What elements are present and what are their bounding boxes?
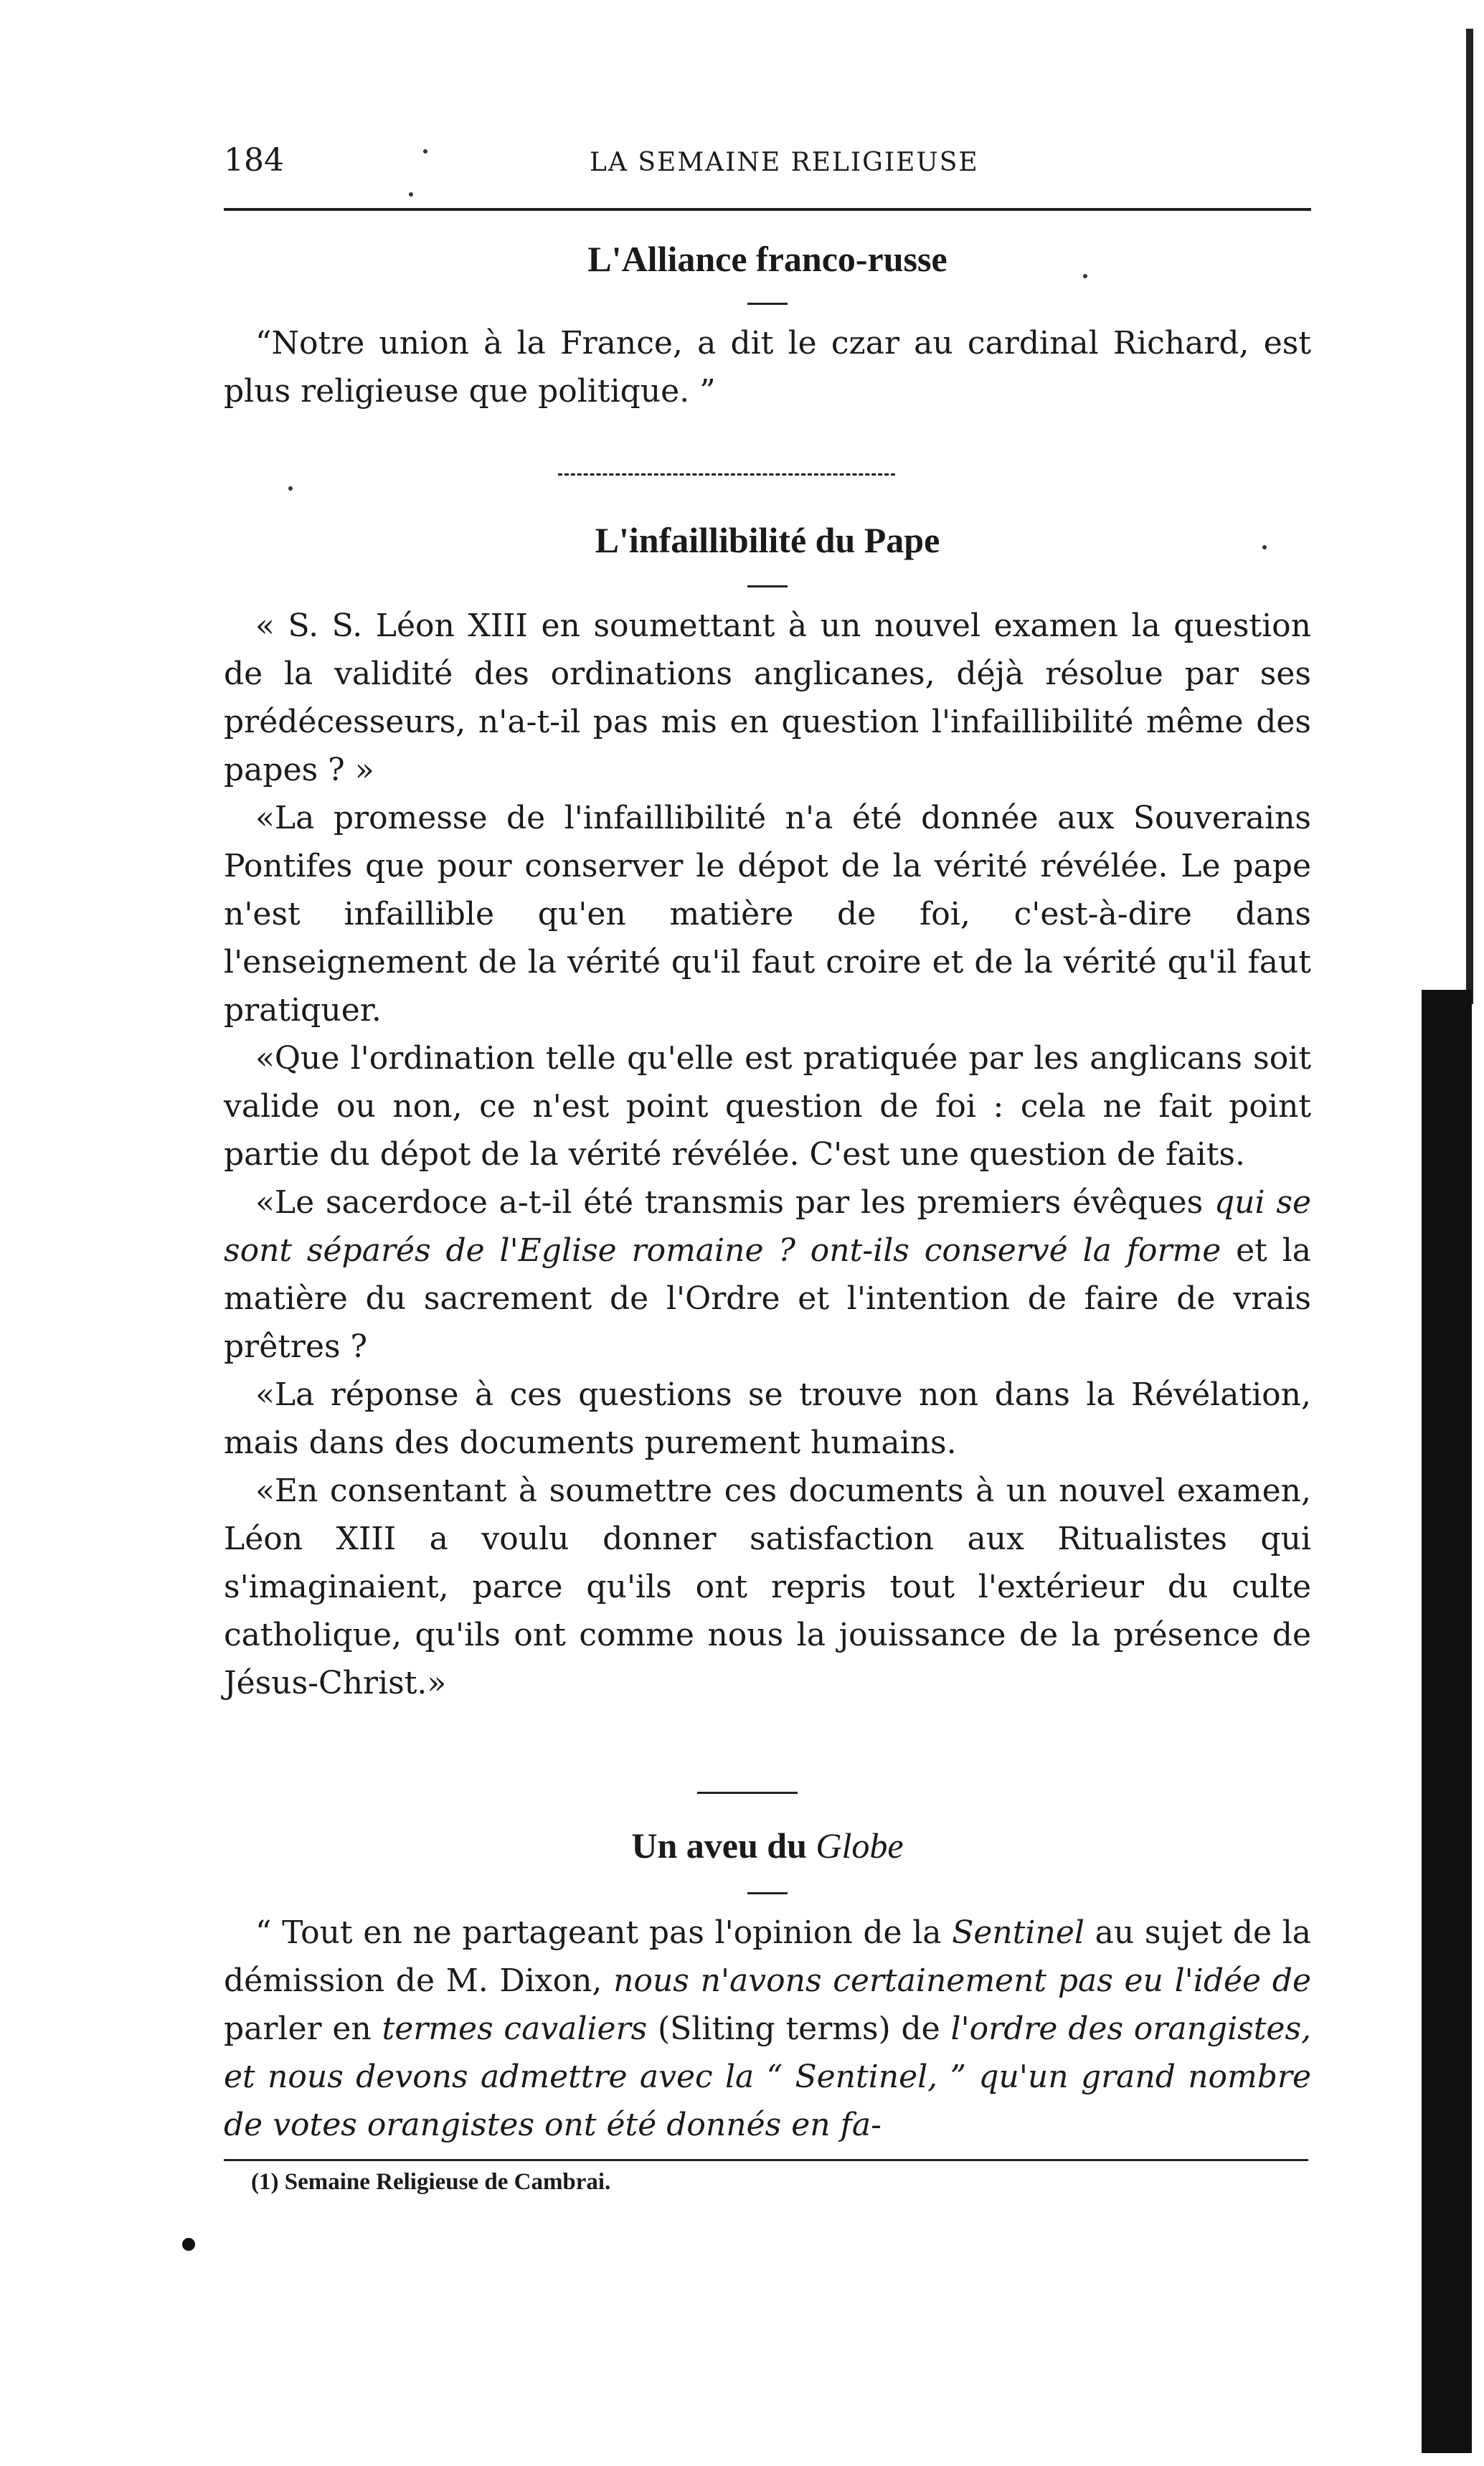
paragraph: [224, 1909, 1311, 2149]
paragraph: «La réponse à ces questions se trouve non dans la Révélation, mais dans des documents purement humains.: [224, 1376, 1311, 1461]
bullet-dot: [182, 2238, 195, 2251]
short-rule: [747, 303, 788, 305]
scan-speck: [1083, 274, 1087, 278]
paragraph: [224, 1178, 1311, 1371]
section-title: L'Alliance franco-russe: [587, 239, 947, 279]
paragraph-text: parler en: [224, 2011, 382, 2047]
scan-speck: [423, 149, 427, 153]
scan-speck: [409, 192, 413, 197]
section-infaillibilite: [224, 522, 1311, 1707]
italic-text: termes cavaliers: [382, 2011, 648, 2047]
paragraph: “Notre union à la France, a dit le czar au cardinal Richard, est plus religieuse que politique. ”: [224, 325, 1311, 410]
paragraph-text: et la matière du sacrement de l'Ordre et l'intention de faire de vrais prêtres ?: [224, 1232, 1311, 1365]
short-rule: [747, 585, 788, 587]
footnote-rule: [224, 2159, 1308, 2161]
paragraph-text: (Sliting terms) de: [647, 2011, 951, 2047]
title-text: Un aveu du: [631, 1825, 816, 1866]
paragraph: «Que l'ordination telle qu'elle est pratiquée par les anglicans soit valide ou non, ce n'est point question de foi : cela ne fait point partie du dépot de la vérité révélée. C'est une question de faits.: [224, 1040, 1311, 1173]
paragraph: «La promesse de l'infaillibilité n'a été donnée aux Souverains Pontifes que pour conserver le dépot de la vérité révélée. Le pape n'est infaillible qu'en matière de foi, c'est-à-dire dans l'enseignement de la vérité qu'il faut croire et de la vérité qu'il faut pratiquer.: [224, 800, 1311, 1029]
header-rule: [224, 208, 1311, 211]
footnote: (1) Semaine Religieuse de Cambrai.: [251, 2169, 611, 2195]
italic-text: nous n'avons certainement pas eu l'idée de: [613, 1962, 1311, 1999]
page-number: 184: [224, 142, 284, 179]
section-aveu-globe: [224, 1825, 1312, 2149]
section-divider: [697, 1792, 798, 1794]
italic-text: l'ordre des orangistes, et nous devons admettre avec la “ Sentinel, ” qu'un grand nombre de votes orangistes ont été donnés en fa-: [224, 2011, 1312, 2143]
scan-speck: [288, 486, 293, 491]
paragraph: « S. S. Léon XIII en soumettant à un nouvel examen la question de la validité des ordinations anglicanes, déjà résolue par ses prédécesseurs, n'a-t-il pas mis en question l'infaillibilité même des papes ? »: [224, 608, 1311, 788]
running-title: LA SEMAINE RELIGIEUSE: [590, 148, 979, 177]
short-rule: [747, 1892, 788, 1894]
scan-edge-shadow: [1422, 990, 1472, 2453]
paragraph-text: “ Tout en ne partageant pas l'opinion de la: [255, 1914, 953, 1951]
paragraph: «En consentant à soumettre ces documents à un nouvel examen, Léon XIII a voulu donner satisfaction aux Ritualistes qui s'imaginaient, parce qu'ils ont repris tout l'extérieur du culte catholique, qu'ils ont comme nous la jouissance de la présence de Jésus-Christ.»: [224, 1473, 1311, 1701]
paragraph-text: au sujet de la démission de M. Dixon,: [224, 1914, 1311, 1999]
italic-text: Sentinel: [952, 1914, 1084, 1951]
running-header: [224, 142, 1307, 185]
section-divider: [558, 473, 895, 476]
section-title: L'infaillibilité du Pape: [595, 520, 940, 560]
scan-speck: [1262, 545, 1267, 549]
section-alliance: [224, 241, 1311, 415]
scan-edge: [1466, 29, 1473, 1004]
paragraph-text: «Le sacerdoce a-t-il été transmis par les premiers évêques: [255, 1184, 1214, 1221]
title-italic: Globe: [816, 1825, 904, 1866]
italic-text: qui se sont séparés de l'Eglise romaine ? ont-ils conservé la forme: [224, 1184, 1311, 1269]
section-title: [224, 1825, 1311, 1866]
